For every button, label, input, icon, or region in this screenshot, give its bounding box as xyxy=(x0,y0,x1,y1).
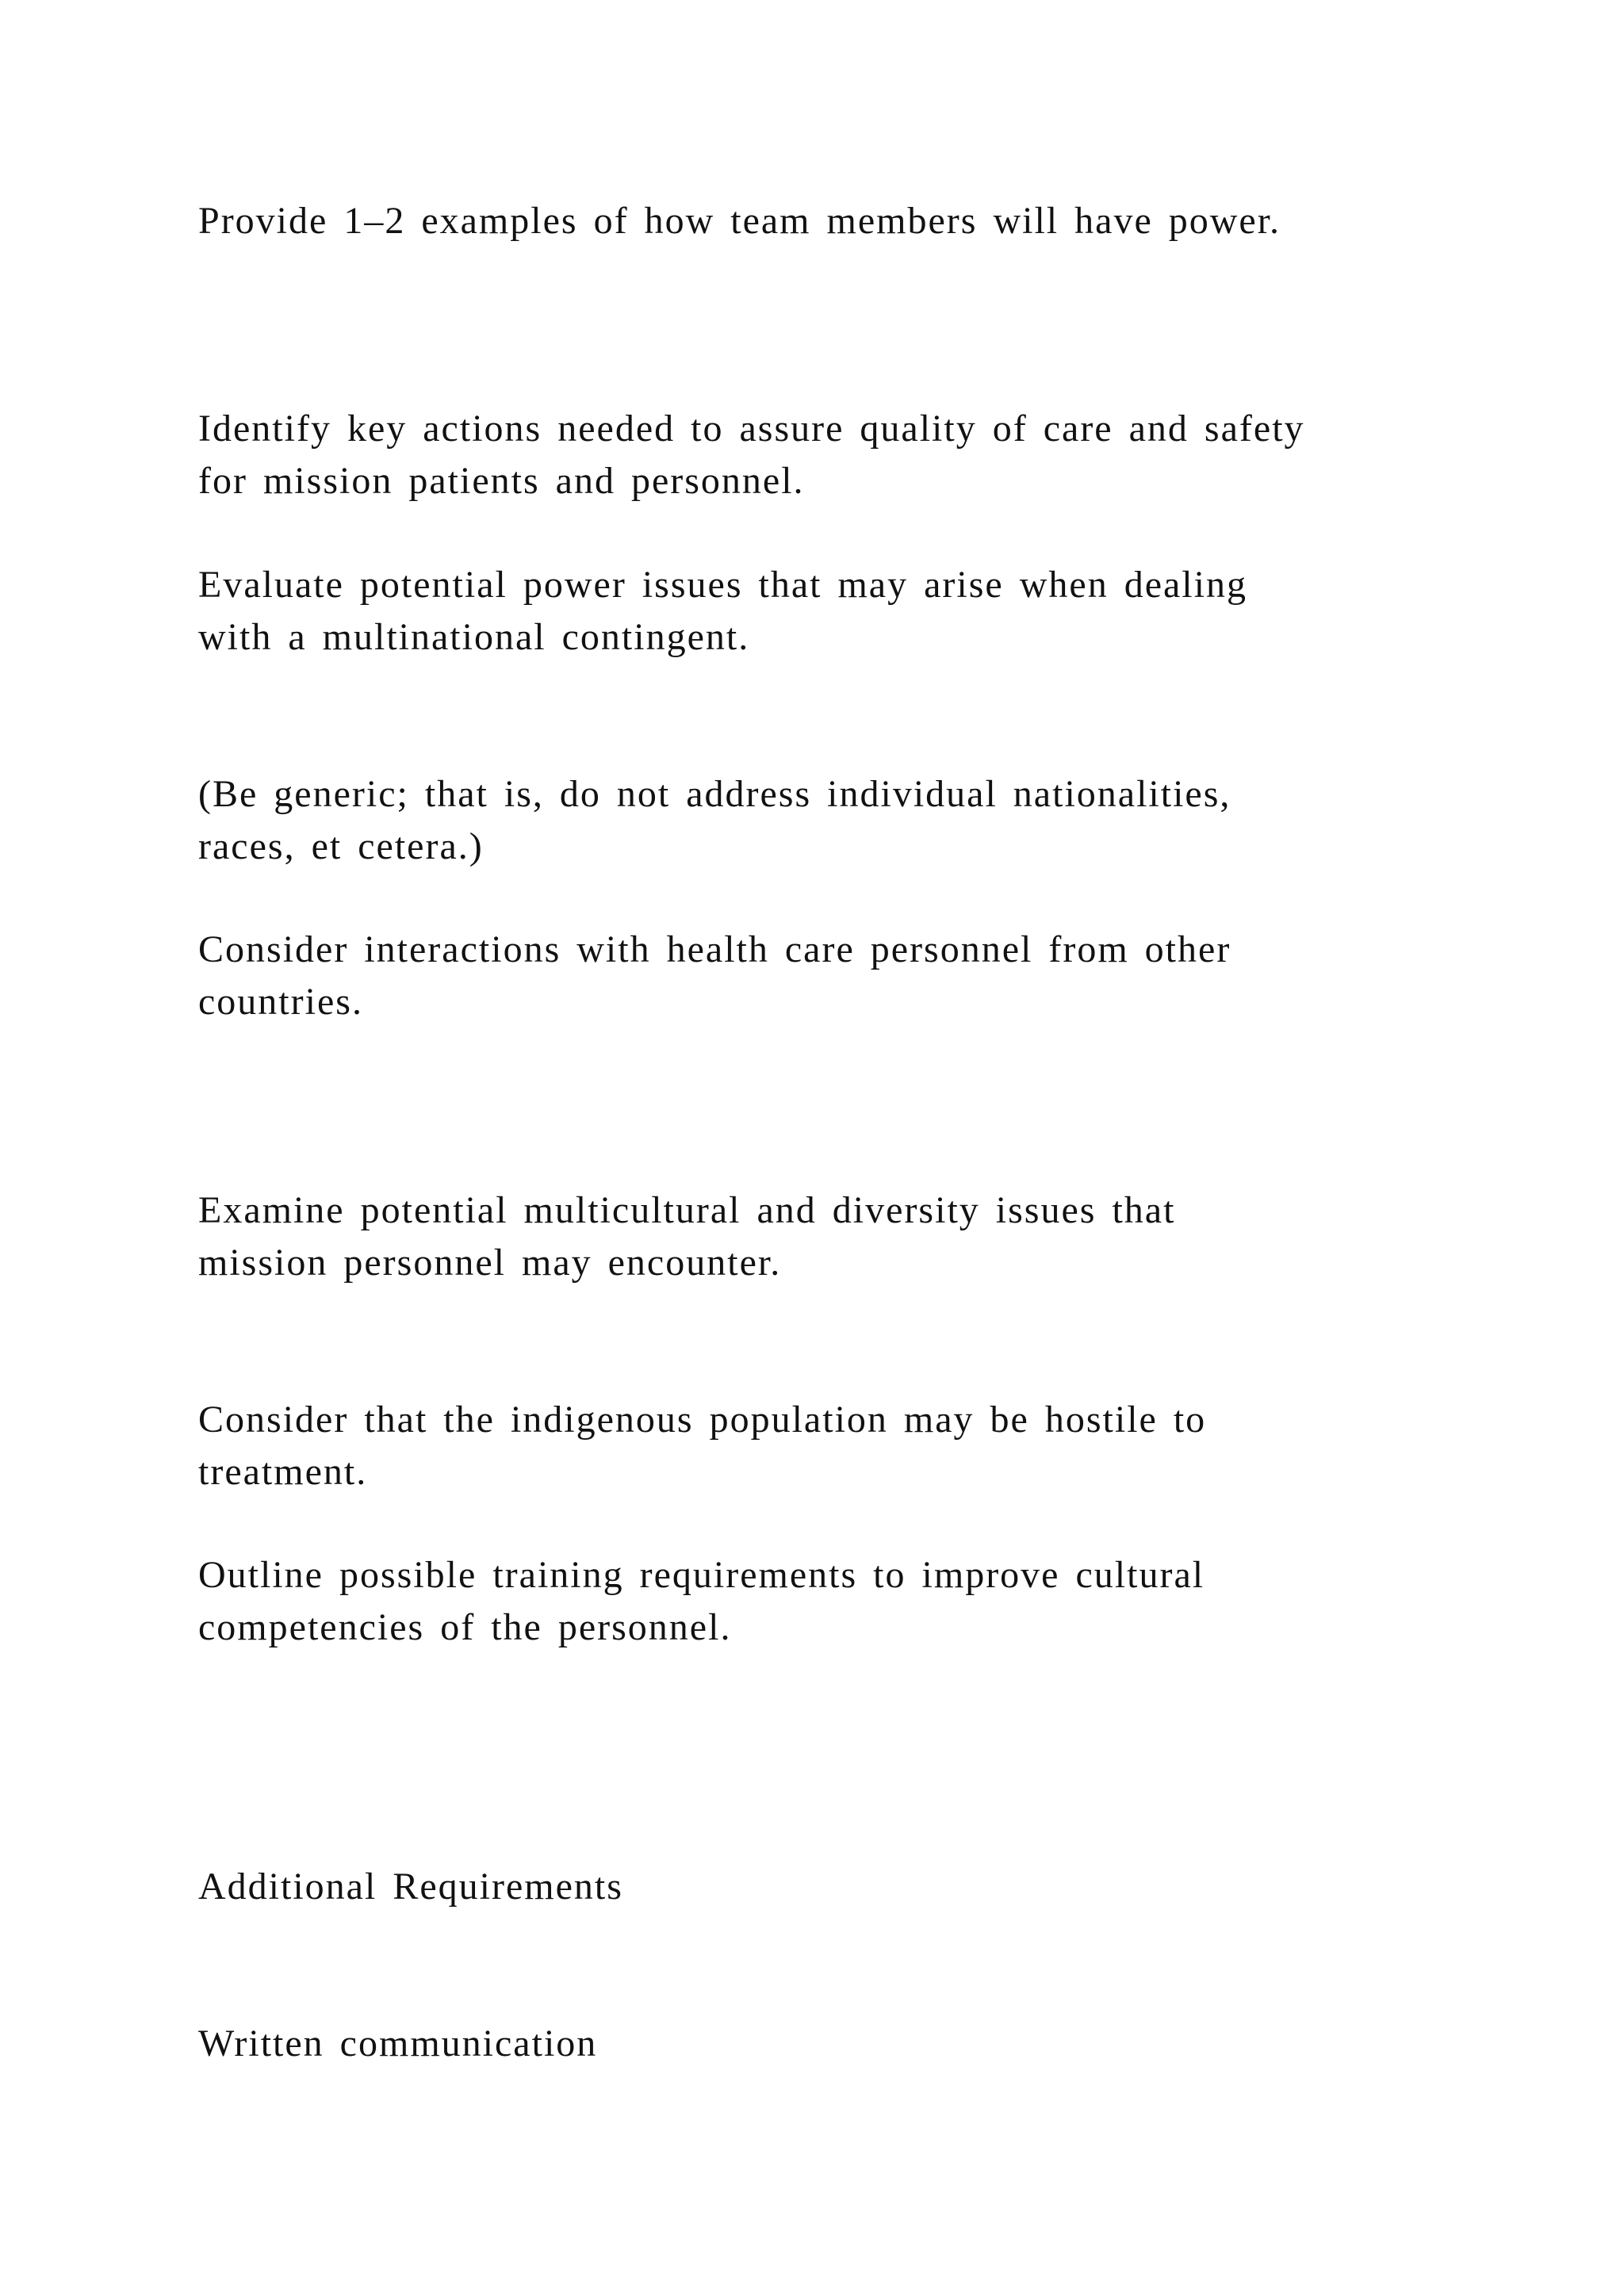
paragraph-multicultural xyxy=(198,1184,1467,1289)
text-line: Identify key actions needed to assure quality of care and safety xyxy=(198,408,1305,450)
text-line: mission personnel may encounter. xyxy=(198,1242,782,1284)
text-line: (Be generic; that is, do not address individual nationalities, xyxy=(198,773,1231,815)
text-line: competencies of the personnel. xyxy=(198,1606,732,1648)
text-line: Provide 1–2 examples of how team members will have power. xyxy=(198,200,1281,242)
text-line: for mission patients and personnel. xyxy=(198,460,805,502)
text-line: Outline possible training requirements to improve cultural xyxy=(198,1554,1205,1596)
paragraph-interactions xyxy=(198,924,1467,1028)
text-line: Written communication xyxy=(198,2022,598,2064)
paragraph-quality-safety xyxy=(198,403,1467,507)
text-line: Consider interactions with health care personnel from other xyxy=(198,928,1231,970)
heading-additional-requirements xyxy=(198,1861,1467,1913)
heading-written-communication xyxy=(198,2018,1467,2070)
paragraph-hostile-population xyxy=(198,1394,1467,1498)
text-line: races, et cetera.) xyxy=(198,825,484,867)
text-line: Additional Requirements xyxy=(198,1866,623,1908)
text-line: with a multinational contingent. xyxy=(198,616,750,658)
paragraph-power-issues xyxy=(198,559,1467,664)
text-line: Evaluate potential power issues that may arise when dealing xyxy=(198,564,1247,606)
text-line: treatment. xyxy=(198,1451,368,1493)
text-line: countries. xyxy=(198,981,363,1023)
paragraph-training xyxy=(198,1549,1467,1654)
paragraph-power-examples xyxy=(198,195,1467,247)
text-line: Consider that the indigenous population may be hostile to xyxy=(198,1399,1207,1441)
text-line: Examine potential multicultural and diversity issues that xyxy=(198,1189,1176,1231)
paragraph-be-generic xyxy=(198,768,1467,873)
